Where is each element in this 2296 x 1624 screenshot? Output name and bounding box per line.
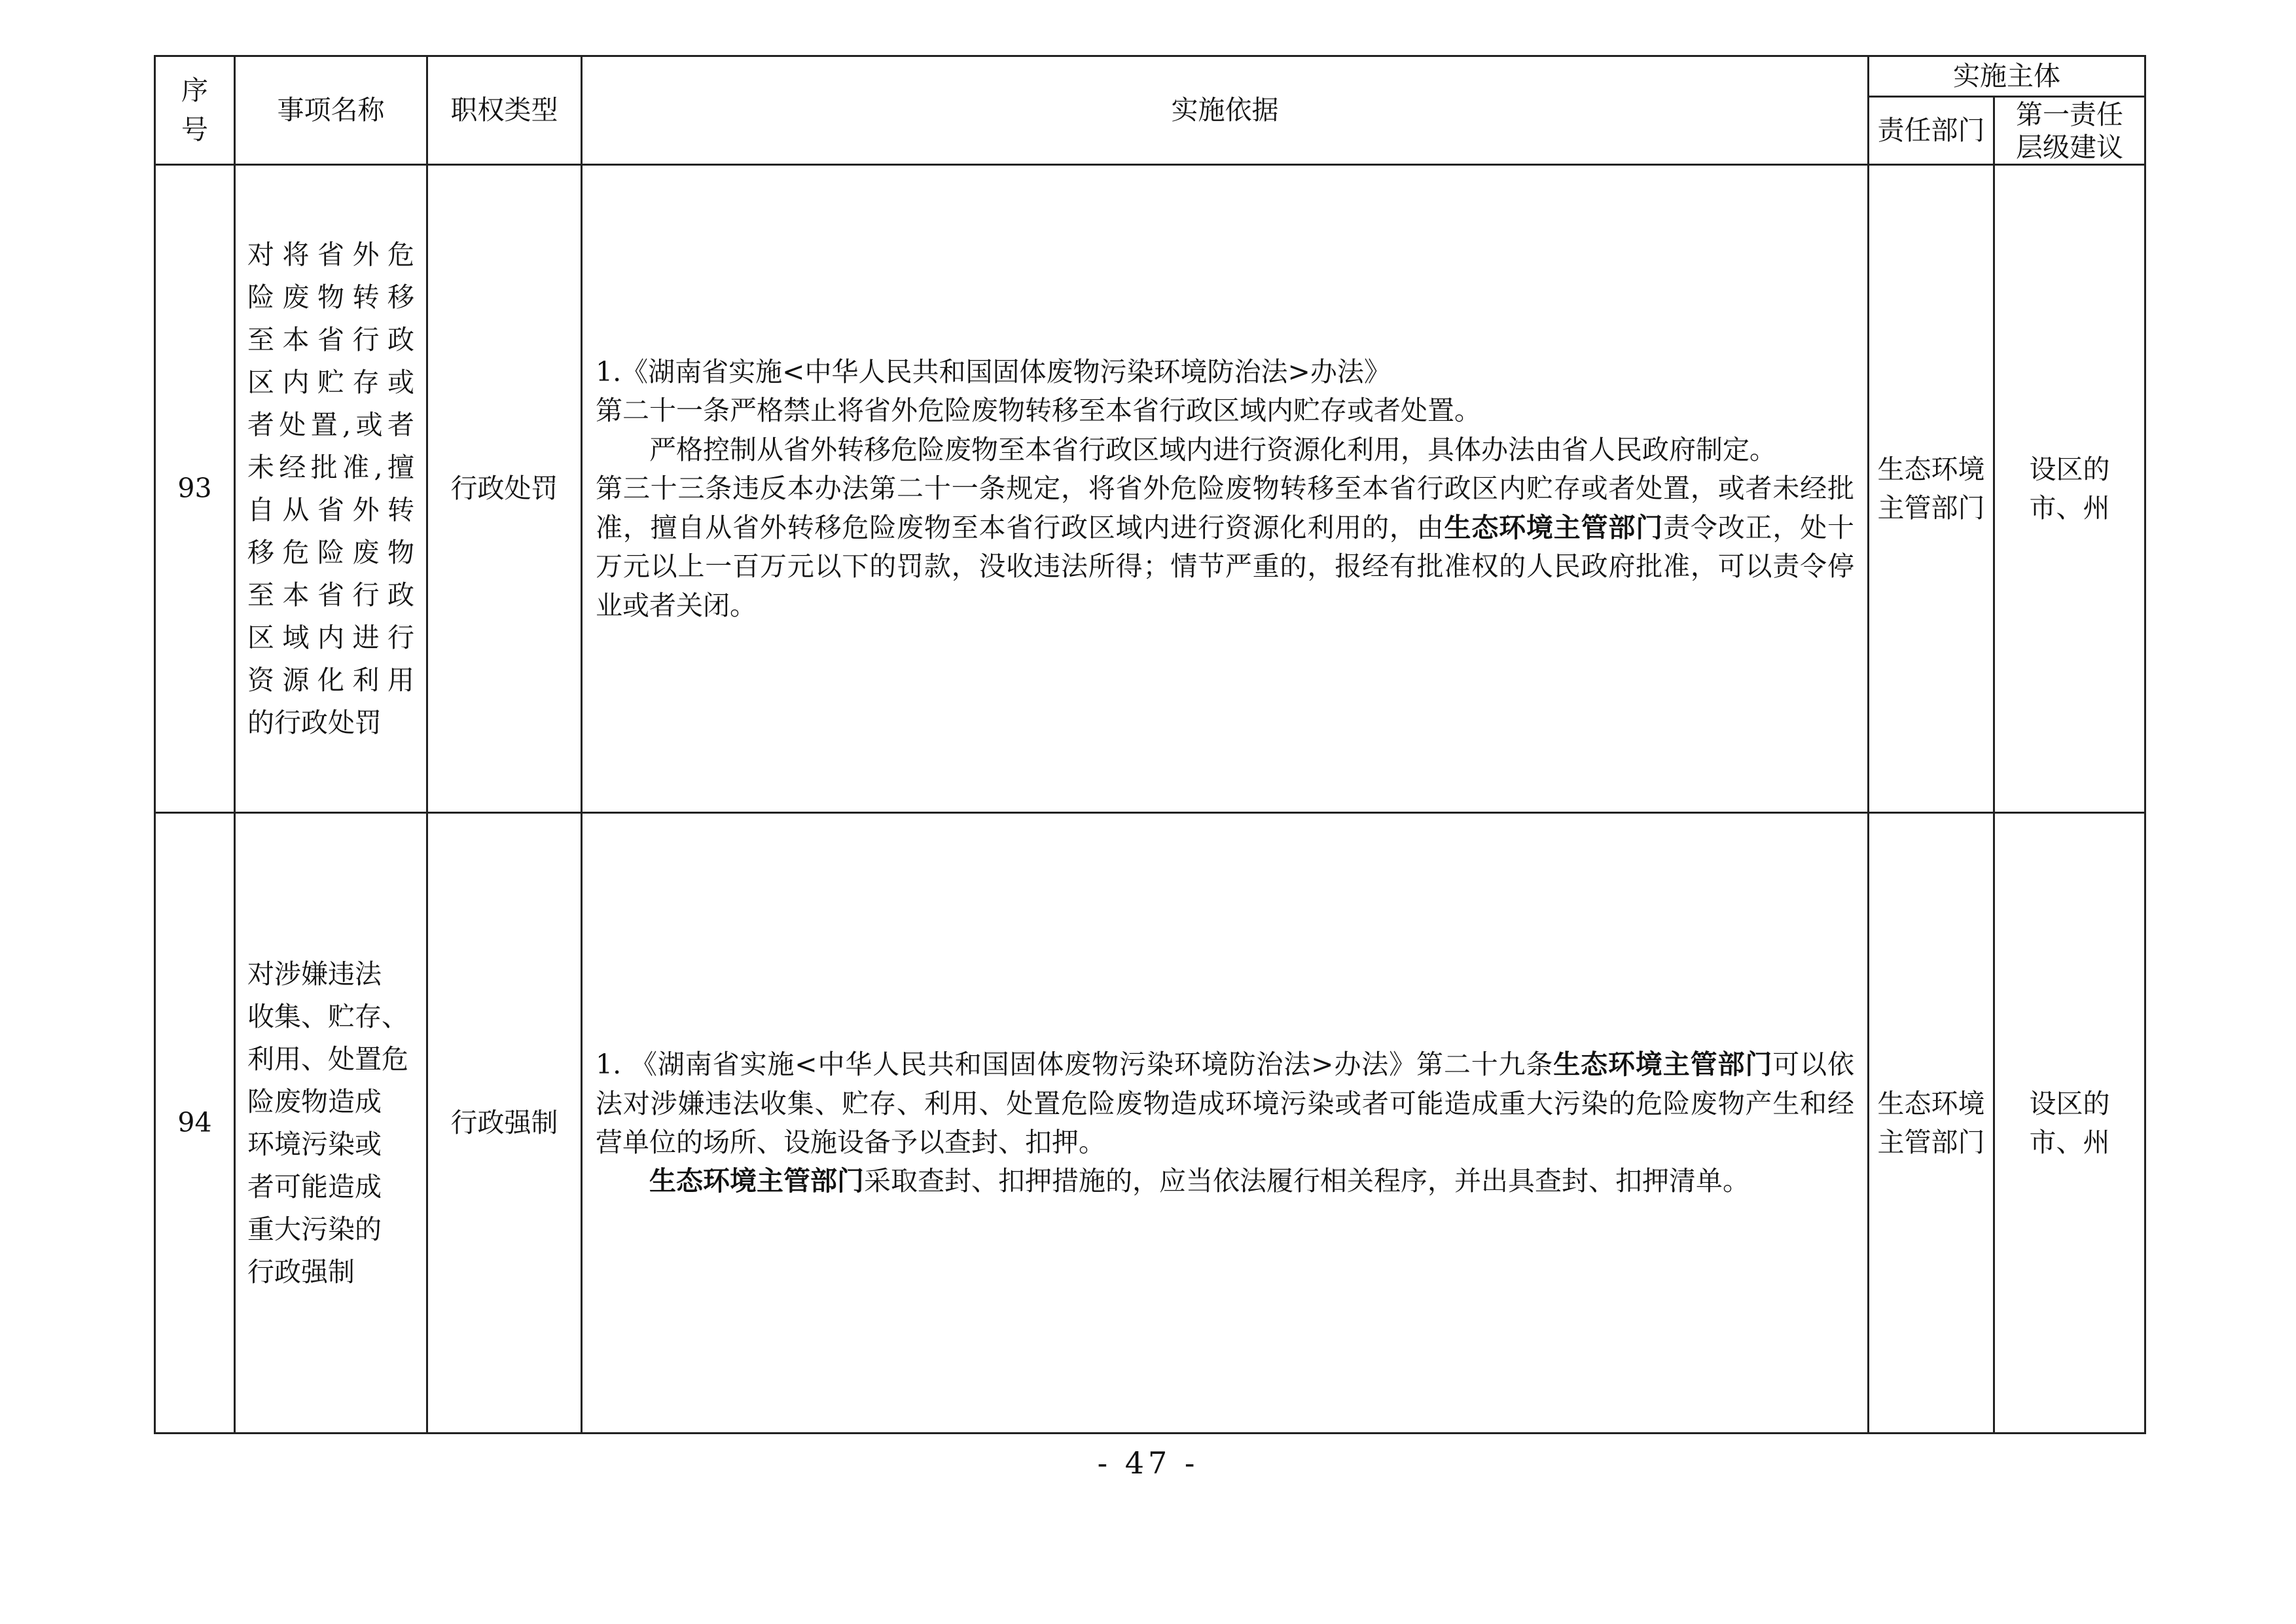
item-name-cell (235, 165, 427, 813)
item-name-line: 对涉嫌违法 (247, 958, 382, 990)
item-name-line: 利用、处置危 (247, 1043, 408, 1075)
basis-law-title: 1.《湖南省实施<中华人民共和国固体废物污染环境防治法>办法》 (596, 355, 1391, 388)
basis-bold-authority: 生态环境主管部门 (1444, 511, 1664, 543)
item-name-line: 重大污染的 (247, 1213, 382, 1245)
item-name-line: 者可能造成 (247, 1170, 382, 1202)
header-seq-line1: 序 (181, 75, 208, 107)
header-first-level-line1: 第一责任 (2016, 98, 2123, 130)
item-name-line: 至本省行政 (247, 323, 414, 355)
enforcement-items-table (154, 55, 2146, 1434)
item-name-line: 收集、贮存、 (247, 1000, 408, 1032)
resp-dept-line1: 生态环境 (1877, 1087, 1985, 1119)
item-name-line: 行政强制 (247, 1255, 355, 1288)
first-level-line1: 设区的 (2029, 453, 2110, 485)
basis-article-21-para2: 严格控制从省外转移危险废物至本省行政区域内进行资源化利用，具体办法由省人民政府制定。 (649, 433, 1776, 465)
basis-text: 采取查封、扣押措施的，应当依法履行相关程序，并出具查封、扣押清单。 (864, 1165, 1749, 1197)
item-name-line: 环境污染或 (247, 1128, 382, 1160)
item-name-line: 险废物造成 (247, 1085, 382, 1117)
item-name-line: 未经批准,擅 (247, 451, 414, 483)
resp-dept-cell (1869, 165, 1994, 813)
basis-article-21: 第二十一条严格禁止将省外危险废物转移至本省行政区域内贮存或者处置。 (596, 395, 1481, 427)
header-seq (155, 56, 235, 165)
basis-bold-authority: 生态环境主管部门 (649, 1165, 864, 1197)
first-level-line2: 市、州 (2029, 1126, 2110, 1158)
row-number: 93 (155, 165, 235, 813)
basis-text: 第三十三条违反本办法第二十一条规定，将省外危险废物转移至本省行政区内贮存或者处置，或者未经批准，擅自从省外转移危险废物至本省行政区域内进行资源化利用的，由 (596, 473, 1854, 543)
header-first-level-line2: 层级建议 (2016, 131, 2123, 163)
item-name-line: 区域内进行 (247, 621, 414, 653)
header-seq-line2: 号 (181, 113, 208, 145)
header-resp-dept: 责任部门 (1869, 97, 1994, 165)
resp-dept-line2: 主管部门 (1877, 1126, 1985, 1158)
item-name-line: 者处置,或者 (247, 408, 414, 441)
power-type-cell: 行政强制 (427, 813, 582, 1434)
power-type-cell: 行政处罚 (427, 165, 582, 813)
header-item-name: 事项名称 (235, 56, 427, 165)
first-level-line2: 市、州 (2029, 492, 2110, 524)
item-name-line: 险废物转移 (247, 281, 414, 313)
item-name-line: 的行政处罚 (247, 706, 382, 738)
basis-article-29-para2 (596, 1162, 1854, 1200)
item-name-line: 至本省行政 (247, 579, 414, 611)
header-first-level (1994, 97, 2145, 165)
page-number: - 47 - (1097, 1445, 1199, 1481)
resp-dept-cell (1869, 813, 1994, 1434)
first-level-line1: 设区的 (2029, 1087, 2110, 1119)
row-number: 94 (155, 813, 235, 1434)
header-power-type: 职权类型 (427, 56, 582, 165)
basis-cell (582, 813, 1869, 1434)
first-level-cell (1994, 813, 2145, 1434)
item-name-line: 对将省外危 (247, 238, 414, 270)
resp-dept-line2: 主管部门 (1877, 492, 1985, 524)
first-level-cell (1994, 165, 2145, 813)
basis-bold-authority: 生态环境主管部门 (1553, 1049, 1773, 1081)
header-basis: 实施依据 (582, 56, 1869, 165)
item-name-line: 资源化利用 (247, 664, 414, 696)
basis-text: 1. 《湖南省实施<中华人民共和国固体废物污染环境防治法>办法》第二十九条 (596, 1049, 1554, 1081)
item-name-line: 自从省外转 (247, 494, 414, 526)
item-name-cell (235, 813, 427, 1434)
resp-dept-line1: 生态环境 (1877, 453, 1985, 485)
basis-text: 责令改正，处十万元以上一百万元以下的罚款，没收违法所得；情节严重的，报经有批准权的人民政府批准，可以责令停业或者关闭。 (596, 511, 1855, 621)
item-name-line: 区内贮存或 (247, 366, 414, 398)
table-row (155, 165, 2145, 813)
basis-article-33 (596, 469, 1854, 625)
header-subject-group: 实施主体 (1869, 56, 2145, 97)
basis-cell (582, 165, 1869, 813)
basis-article-29 (596, 1045, 1854, 1162)
basis-text: 可以依法对涉嫌违法收集、贮存、利用、处置危险废物造成环境污染或者可能造成重大污染的危险废物产生和经营单位的场所、设施设备予以查封、扣押。 (596, 1049, 1855, 1158)
table-row (155, 813, 2145, 1434)
item-name-line: 移危险废物 (247, 536, 414, 568)
